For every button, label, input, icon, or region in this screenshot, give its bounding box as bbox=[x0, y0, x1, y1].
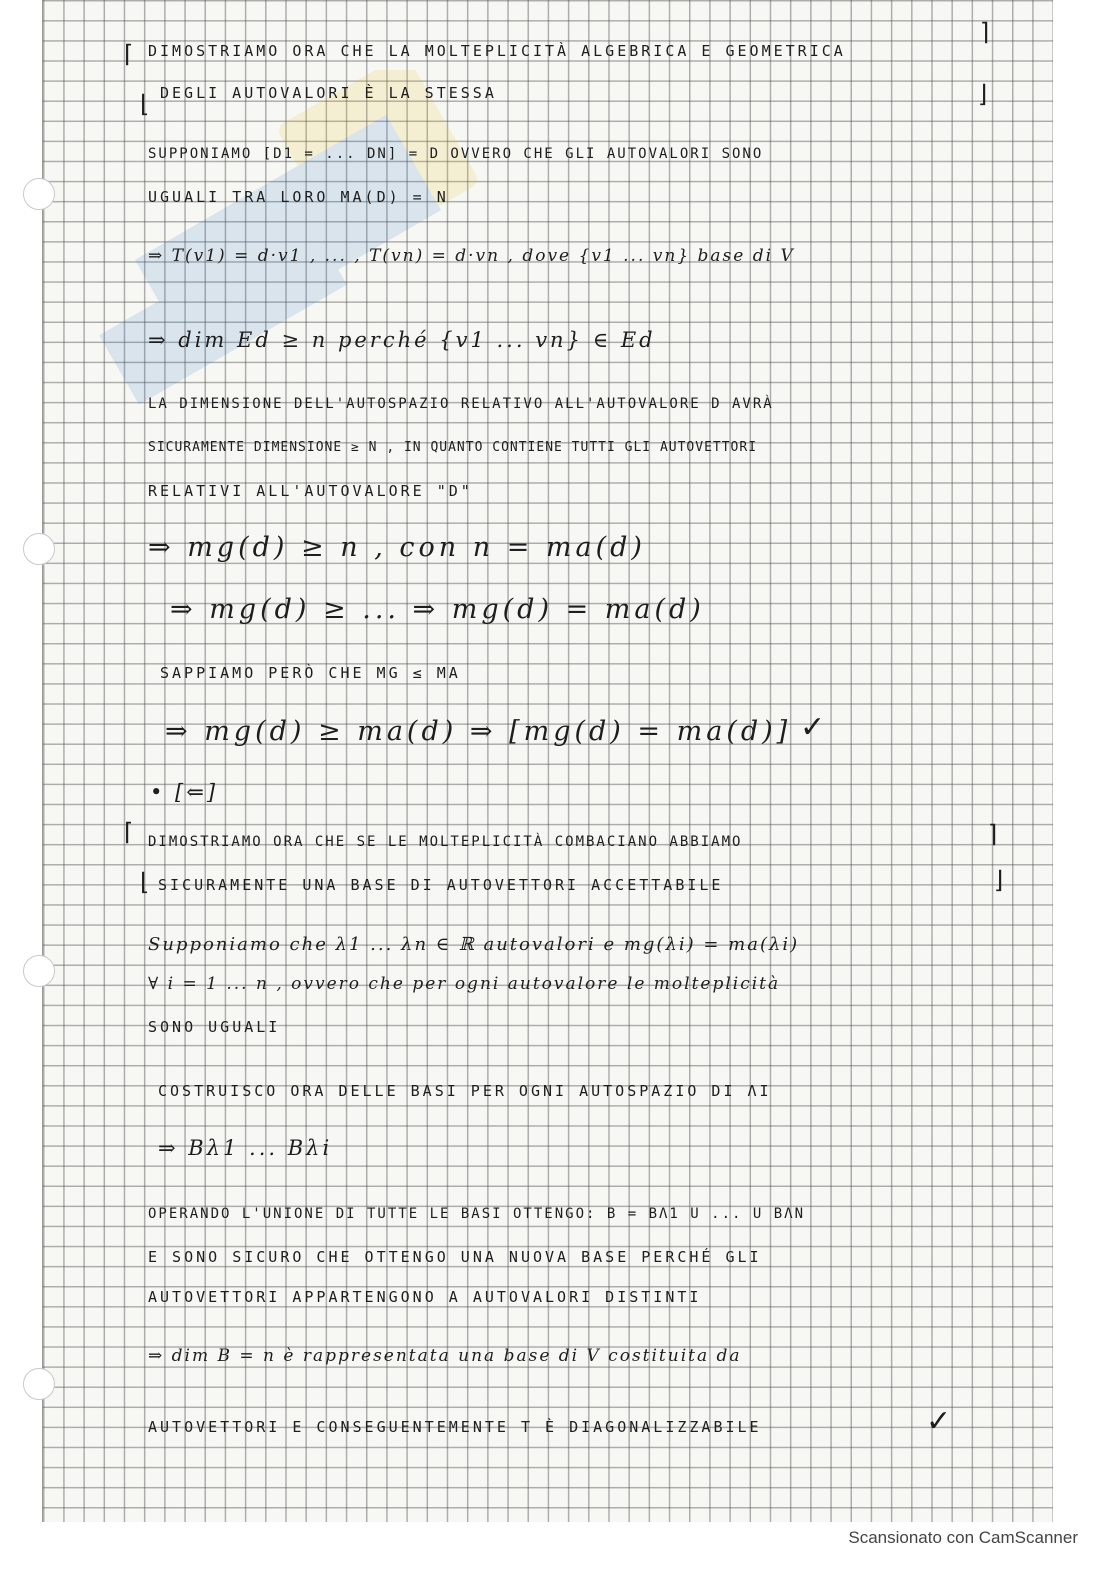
note-line: DIMOSTRIAMO ORA CHE LA MOLTEPLICITÀ ALGEBRICA E GEOMETRICA bbox=[148, 42, 846, 60]
bracket-mark: ⌉ bbox=[988, 820, 998, 848]
binder-hole-top bbox=[23, 178, 55, 210]
note-line: E SONO SICURO CHE OTTENGO UNA NUOVA BASE PERCHÉ GLI bbox=[148, 1248, 762, 1266]
note-line: SICURAMENTE UNA BASE DI AUTOVETTORI ACCETTABILE bbox=[158, 876, 724, 894]
note-line: LA DIMENSIONE DELL'AUTOSPAZIO RELATIVO ALL'AUTOVALORE D AVRÀ bbox=[148, 396, 774, 412]
note-line: OPERANDO L'UNIONE DI TUTTE LE BASI OTTENGO: B = BΛ1 U ... U BΛN bbox=[148, 1206, 806, 1222]
note-line: AUTOVETTORI APPARTENGONO A AUTOVALORI DISTINTI bbox=[148, 1288, 702, 1306]
note-line: DEGLI AUTOVALORI È LA STESSA bbox=[160, 84, 497, 102]
note-line: COSTRUISCO ORA DELLE BASI PER OGNI AUTOSPAZIO DI ΛI bbox=[158, 1082, 772, 1100]
check-mark-icon: ✓ bbox=[926, 1404, 952, 1439]
note-line: ⇒ T(v1) = d·v1 , ... , T(vn) = d·vn , dove {v1 ... vn} base di V bbox=[148, 246, 795, 266]
binder-hole-lower bbox=[23, 955, 55, 987]
note-line: ⇒ Bλ1 ... Bλi bbox=[158, 1136, 333, 1160]
note-line: Supponiamo che λ1 ... λn ∈ ℝ autovalori e mg(λi) = ma(λi) bbox=[148, 934, 800, 955]
bracket-mark: ⌉ bbox=[980, 18, 990, 46]
note-line: ⇒ mg(d) ≥ n , con n = ma(d) bbox=[148, 532, 646, 563]
note-line: SICURAMENTE DIMENSIONE ≥ N , IN QUANTO CONTIENE TUTTI GLI AUTOVETTORI bbox=[148, 440, 758, 455]
note-line: AUTOVETTORI E CONSEGUENTEMENTE T È DIAGONALIZZABILE bbox=[148, 1418, 762, 1436]
note-line: ∀ i = 1 ... n , ovvero che per ogni autovalore le molteplicità bbox=[148, 974, 781, 994]
bracket-mark: ⌊ bbox=[140, 868, 150, 896]
note-line: ⇒ dim B = n è rappresentata una base di V costituita da bbox=[148, 1346, 742, 1366]
bracket-mark: ⌋ bbox=[994, 866, 1004, 894]
bracket-mark: ⌈ bbox=[124, 40, 134, 68]
note-line: DIMOSTRIAMO ORA CHE SE LE MOLTEPLICITÀ COMBACIANO ABBIAMO bbox=[148, 834, 743, 850]
binder-hole-bottom bbox=[23, 1368, 55, 1400]
note-line: ⇒ dim Ed ≥ n perché {v1 ... vn} ∈ Ed bbox=[148, 328, 656, 352]
bracket-mark: ⌈ bbox=[124, 818, 134, 846]
bracket-mark: ⌋ bbox=[978, 80, 988, 108]
note-line: • [⇐] bbox=[150, 780, 219, 804]
scanner-watermark-text: Scansionato con CamScanner bbox=[848, 1528, 1078, 1547]
note-line: RELATIVI ALL'AUTOVALORE "D" bbox=[148, 482, 473, 500]
check-mark-icon: ✓ bbox=[800, 710, 826, 745]
note-line: ⇒ mg(d) ≥ ... ⇒ mg(d) = ma(d) bbox=[170, 594, 705, 625]
note-line: SONO UGUALI bbox=[148, 1018, 281, 1036]
note-line: UGUALI TRA LORO MA(D) = N bbox=[148, 188, 449, 206]
note-line: SUPPONIAMO [D1 = ... DN] = D OVVERO CHE GLI AUTOVALORI SONO bbox=[148, 146, 764, 162]
binder-hole-middle bbox=[23, 533, 55, 565]
bracket-mark: ⌊ bbox=[140, 90, 150, 118]
note-line: ⇒ mg(d) ≥ ma(d) ⇒ [mg(d) = ma(d)] bbox=[165, 716, 792, 747]
note-line: SAPPIAMO PERÒ CHE MG ≤ MA bbox=[160, 664, 461, 682]
